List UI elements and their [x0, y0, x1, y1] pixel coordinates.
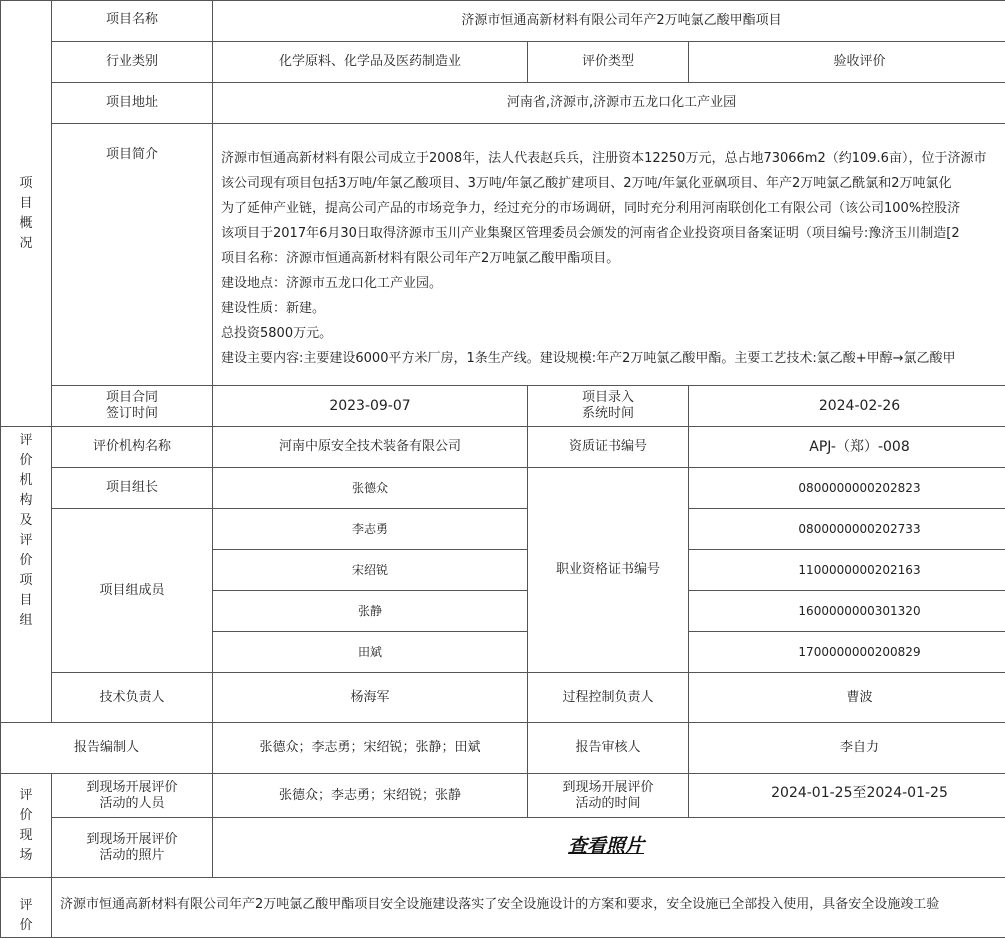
member-name: 宋绍锐	[213, 550, 528, 591]
qual-cert-label: 职业资格证书编号	[528, 468, 689, 673]
intro-line: 该项目于2017年6月30日取得济源市玉川产业集聚区管理委员会颁发的河南省企业投资项目备案证明（项目编号:豫济玉川制造[2	[221, 221, 1005, 246]
report-author-label: 报告编制人	[1, 723, 213, 774]
overview-section-label: 项 目 概 况	[1, 1, 52, 427]
qual-cert: 1100000000202163	[689, 550, 1005, 591]
intro-label: 项目简介	[52, 124, 213, 386]
industry: 化学原料、化学品及医药制造业	[213, 42, 528, 83]
site-photo-cell	[213, 818, 1005, 878]
report-authors: 张德众；李志勇；宋绍锐；张静；田斌	[213, 723, 528, 774]
intro-line: 总投资5800万元。	[221, 321, 1005, 346]
intro-line: 建设主要内容:主要建设6000平方米厂房，1条生产线。建设规模:年产2万吨氯乙酸甲酯。主要工艺技术:氯乙酸+甲醇→氯乙酸甲	[221, 346, 1005, 371]
process-lead: 曹波	[689, 673, 1005, 723]
leader-label: 项目组长	[52, 468, 213, 509]
cert-label: 资质证书编号	[528, 427, 689, 468]
entry-time: 2024-02-26	[689, 386, 1005, 427]
conclusion-text: 济源市恒通高新材料有限公司年产2万吨氯乙酸甲酯项目安全设施建设落实了安全设施设计的方案和要求，安全设施已全部投入使用，具备安全设施竣工验	[52, 878, 1005, 938]
cert-number: APJ-（郑）-008	[689, 427, 1005, 468]
site-section-label: 评 价 现 场	[1, 774, 52, 878]
report-reviewer: 李自力	[689, 723, 1005, 774]
project-name-label: 项目名称	[52, 1, 213, 42]
project-address: 河南省,济源市,济源市五龙口化工产业园	[213, 83, 1005, 124]
intro-line: 建设地点：济源市五龙口化工产业园。	[221, 271, 1005, 296]
tech-lead: 杨海军	[213, 673, 528, 723]
tech-lead-label: 技术负责人	[52, 673, 213, 723]
intro-line: 该公司现有项目包括3万吨/年氯乙酸项目、3万吨/年氯乙酸扩建项目、2万吨/年氯化亚砜项目、年产2万吨氯乙酰氯和2万吨氯化	[221, 171, 1005, 196]
site-people: 张德众；李志勇；宋绍锐；张静	[213, 774, 528, 818]
qual-cert: 0800000000202823	[689, 468, 1005, 509]
intro-line: 项目名称：济源市恒通高新材料有限公司年产2万吨氯乙酸甲酯项目。	[221, 246, 1005, 271]
qual-cert: 0800000000202733	[689, 509, 1005, 550]
contract-time-label: 项目合同 签订时间	[52, 386, 213, 427]
intro-line: 为了延伸产业链，提高公司产品的市场竞争力，经过充分的市场调研，同时充分利用河南联创化工有限公司（该公司100%控股济	[221, 196, 1005, 221]
member-name: 李志勇	[213, 509, 528, 550]
agency-section-label: 评 价 机 构 及 评 价 项 目 组	[1, 427, 52, 723]
conclusion-section-label: 评 价	[1, 878, 52, 938]
site-time-label: 到现场开展评价 活动的时间	[528, 774, 689, 818]
eval-type: 验收评价	[689, 42, 1005, 83]
contract-time: 2023-09-07	[213, 386, 528, 427]
address-label: 项目地址	[52, 83, 213, 124]
site-time: 2024-01-25至2024-01-25	[689, 774, 1005, 818]
report-reviewer-label: 报告审核人	[528, 723, 689, 774]
intro-line: 济源市恒通高新材料有限公司成立于2008年，法人代表赵兵兵，注册资本12250万元，总占地73066m2（约109.6亩），位于济源市	[221, 146, 1005, 171]
intro-line: 建设性质：新建。	[221, 296, 1005, 321]
member-name: 田斌	[213, 632, 528, 673]
site-photo-label: 到现场开展评价 活动的照片	[52, 818, 213, 878]
members-label: 项目组成员	[52, 509, 213, 673]
process-lead-label: 过程控制负责人	[528, 673, 689, 723]
eval-type-label: 评价类型	[528, 42, 689, 83]
leader-name: 张德众	[213, 468, 528, 509]
site-people-label: 到现场开展评价 活动的人员	[52, 774, 213, 818]
project-name: 济源市恒通高新材料有限公司年产2万吨氯乙酸甲酯项目	[213, 1, 1005, 42]
org-label: 评价机构名称	[52, 427, 213, 468]
industry-label: 行业类别	[52, 42, 213, 83]
org-name: 河南中原安全技术装备有限公司	[213, 427, 528, 468]
member-name: 张静	[213, 591, 528, 632]
entry-time-label: 项目录入 系统时间	[528, 386, 689, 427]
qual-cert: 1600000000301320	[689, 591, 1005, 632]
project-intro	[213, 124, 1005, 386]
view-photos-link[interactable]: 查看照片	[568, 835, 644, 857]
qual-cert: 1700000000200829	[689, 632, 1005, 673]
